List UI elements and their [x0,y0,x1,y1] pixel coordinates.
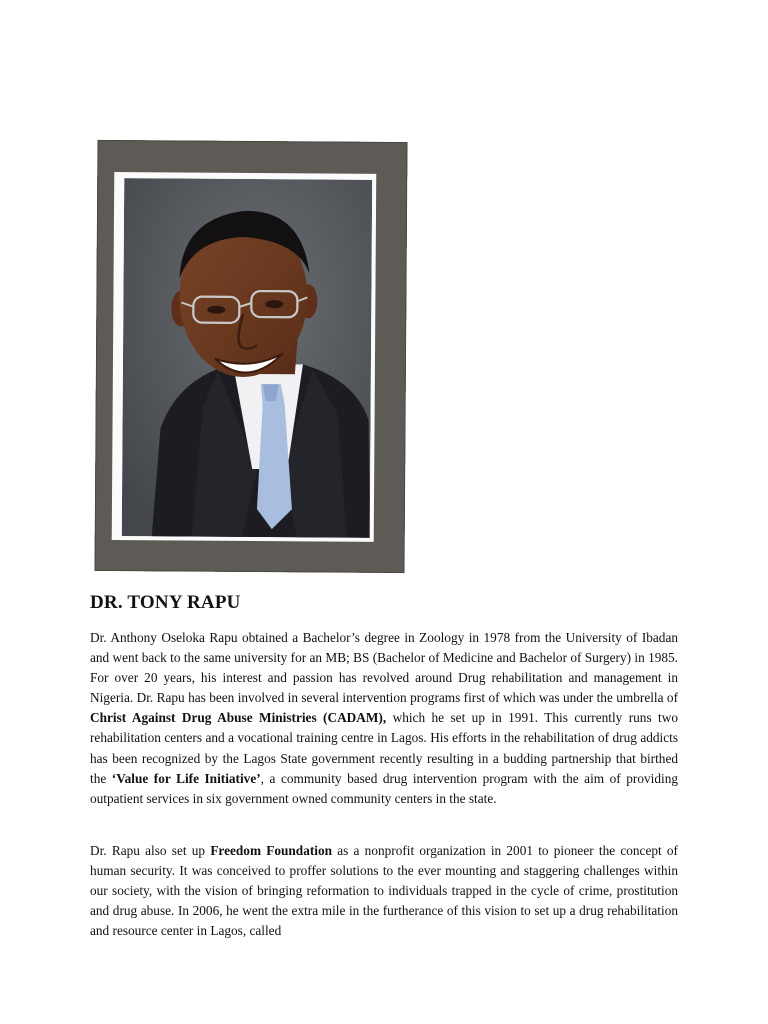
paragraph-text: which he set up in 1991. This currently runs two rehabilitation centers and a vocational training centre in Lagos. His efforts in the rehabilitation of drug addicts has been recognized by the Lagos State government recently resulting in a budding partnership that birthed the [90,710,678,786]
paragraph-text: as a nonprofit organization in 2001 to pioneer the concept of human security. It was conceived to proffer solutions to the ever mounting and staggering challenges within our society, with the vision of bringing reformation to individuals trapped in the cycle of crime, prostitution and drug abuse. In 2006, he went the extra mile in the furtherance of this vision to set up a drug rehabilitation and resource center in Lagos, called [90,843,678,939]
value-for-life-bold-text: ‘Value for Life Initiative’ [111,770,261,786]
portrait-mat [112,172,377,542]
cadam-bold-text: Christ Against Drug Abuse Ministries (CADAM), [90,710,387,726]
portrait-frame [94,140,407,573]
paragraph-text: Dr. Rapu also set up [90,843,211,858]
paragraph-text: Dr. Anthony Oseloka Rapu obtained a Bachelor’s degree in Zoology in 1978 from the University of Ibadan and went back to the same university for an MB; BS (Bachelor of Medicine and Bachelor of Surgery) in 1985. For over 20 years, his interest and passion has revolved around Drug rehabilitation and management in Nigeria. Dr. Rapu has been involved in several intervention programs first of which was under the umbrella of [90,630,678,706]
paragraph-text: , a community based drug intervention program with the aim of providing outpatient services in six government owned community centers in the state. [90,770,678,806]
freedom-foundation-bold-text: Freedom Foundation [210,843,333,858]
portrait-photo [122,178,372,538]
biography-paragraph-1 [90,628,678,809]
document-title: DR. TONY RAPU [90,592,241,613]
biography-paragraph-2 [90,841,678,941]
